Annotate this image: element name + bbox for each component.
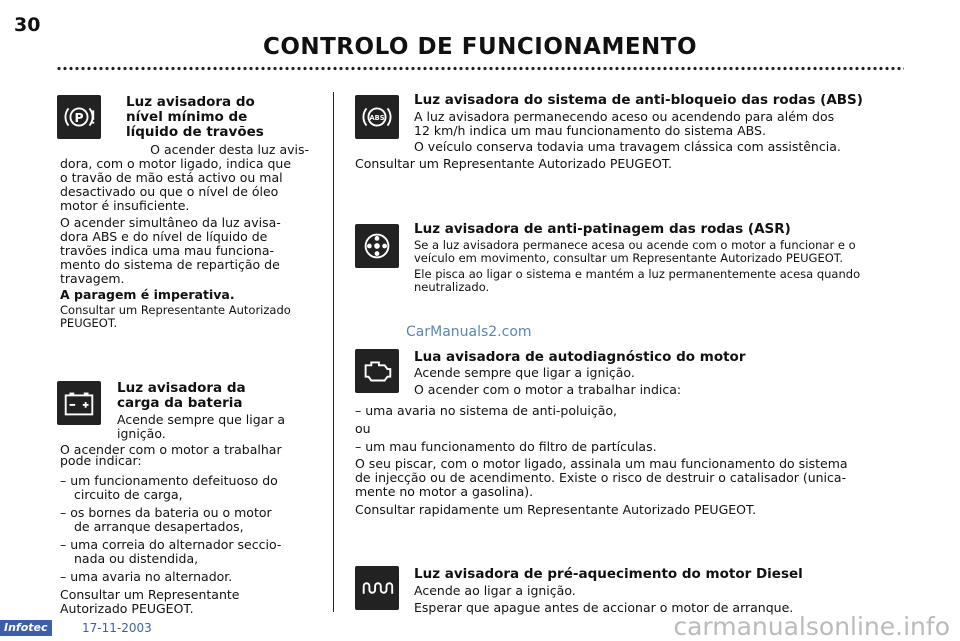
- asr-p1: Se a luz avisadora permanece acesa ou acende com o motor a funcionar e o veículo em movimento, consultar um Representante Autorizado PEUGEOT.: [414, 238, 856, 265]
- abs-p2: O veículo conserva todavia uma travagem clássica com assistência.: [414, 139, 841, 154]
- engine-item: – uma avaria no sistema de anti-poluição,: [355, 403, 618, 418]
- brake-fluid-icon: [57, 95, 101, 139]
- footer-watermark: carmanualsonline.info: [673, 612, 950, 641]
- dotted-divider: [56, 66, 904, 71]
- battery-item: – uma correia do alternador seccio-: [60, 537, 282, 552]
- asr-icon: [355, 224, 399, 268]
- battery-item: – os bornes da bateria ou o motor: [60, 505, 272, 520]
- watermark-text: CarManuals2.com: [406, 324, 532, 340]
- diesel-heading: Luz avisadora de pré-aquecimento do motor Diesel: [414, 566, 803, 582]
- battery-item: – um funcionamento defeituoso do: [60, 473, 278, 488]
- battery-p1: Acende sempre que ligar a ignição.: [117, 412, 286, 441]
- battery-consult: Consultar um Representante: [60, 587, 240, 602]
- diesel-p2: Esperar que apague antes de accionar o motor de arranque.: [414, 600, 794, 615]
- footer-date: 17-11-2003: [82, 621, 152, 635]
- engine-heading: Lua avisadora de autodiagnóstico do motor: [414, 349, 746, 365]
- abs-consult: Consultar um Representante Autorizado PEUGEOT.: [355, 156, 672, 171]
- engine-p2: O acender com o motor a trabalhar indica:: [414, 382, 682, 397]
- page-title: CONTROLO DE FUNCIONAMENTO: [262, 34, 698, 60]
- glow-plug-icon: [355, 566, 399, 610]
- brake-heading: Luz avisadora do nível mínimo de líquido de travões: [126, 94, 264, 140]
- engine-text: – uma avaria no sistema de anti-poluição, ou – um mau funcionamento do filtro de partículas. O seu piscar, com o motor ligado, assinala um mau funcionamento do sistema de injecção ou de acendimento. Existe o risco de destruir o catalisador (unica- mente no motor a gasolina). Consultar rapidamente um Representante Autorizado PEUGEOT.: [355, 404, 905, 517]
- battery-text: O acender com o motor a trabalhar pode indicar: – um funcionamento defeituoso do circuito de carga, – os bornes da bateria ou o motor de arranque desapertados, – uma correia do alternador seccio- nada ou distendida, – uma avaria no alternador. Consultar um Representante Autorizado PEUGEOT.: [60, 443, 309, 616]
- engine-icon: [355, 349, 399, 393]
- engine-item: – um mau funcionamento do filtro de partículas.: [355, 439, 657, 454]
- abs-icon: [355, 95, 399, 139]
- engine-p1: Acende sempre que ligar a ignição.: [414, 365, 635, 380]
- asr-heading: Luz avisadora de anti-patinagem das rodas (ASR): [414, 221, 791, 237]
- abs-p1: A luz avisadora permanecendo aceso ou acendendo para além dos 12 km/h indica um mau funcionamento do sistema ABS.: [414, 109, 835, 138]
- page-number: 30: [14, 14, 41, 36]
- abs-heading: Luz avisadora do sistema de anti-bloqueio das rodas (ABS): [414, 92, 863, 108]
- brake-warning: A paragem é imperativa.: [60, 287, 235, 302]
- battery-heading: Luz avisadora da carga da bateria: [117, 380, 246, 411]
- infotec-badge: Infotec: [0, 620, 52, 636]
- svg-text:ABS: ABS: [369, 113, 385, 122]
- asr-p2: Ele pisca ao ligar o sistema e mantém a luz permanentemente acesa quando neutralizado.: [414, 267, 861, 294]
- svg-text:P: P: [74, 110, 84, 125]
- column-divider: [333, 92, 334, 612]
- brake-text: O acender desta luz avis- dora, com o motor ligado, indica que o travão de mão está activo ou mal desactivado ou que o nível de óleo motor é insuficiente. O acender simultâneo da luz avisa- dora ABS e do nível de líquido de travões indica uma mau funciona- mento do sistema de repartição de travagem. A paragem é imperativa. Consultar um Representante Autorizado PEUGEOT.: [60, 142, 309, 330]
- battery-icon: [57, 381, 101, 425]
- battery-item: – uma avaria no alternador.: [60, 569, 233, 584]
- diesel-p1: Acende ao ligar a ignição.: [414, 583, 576, 598]
